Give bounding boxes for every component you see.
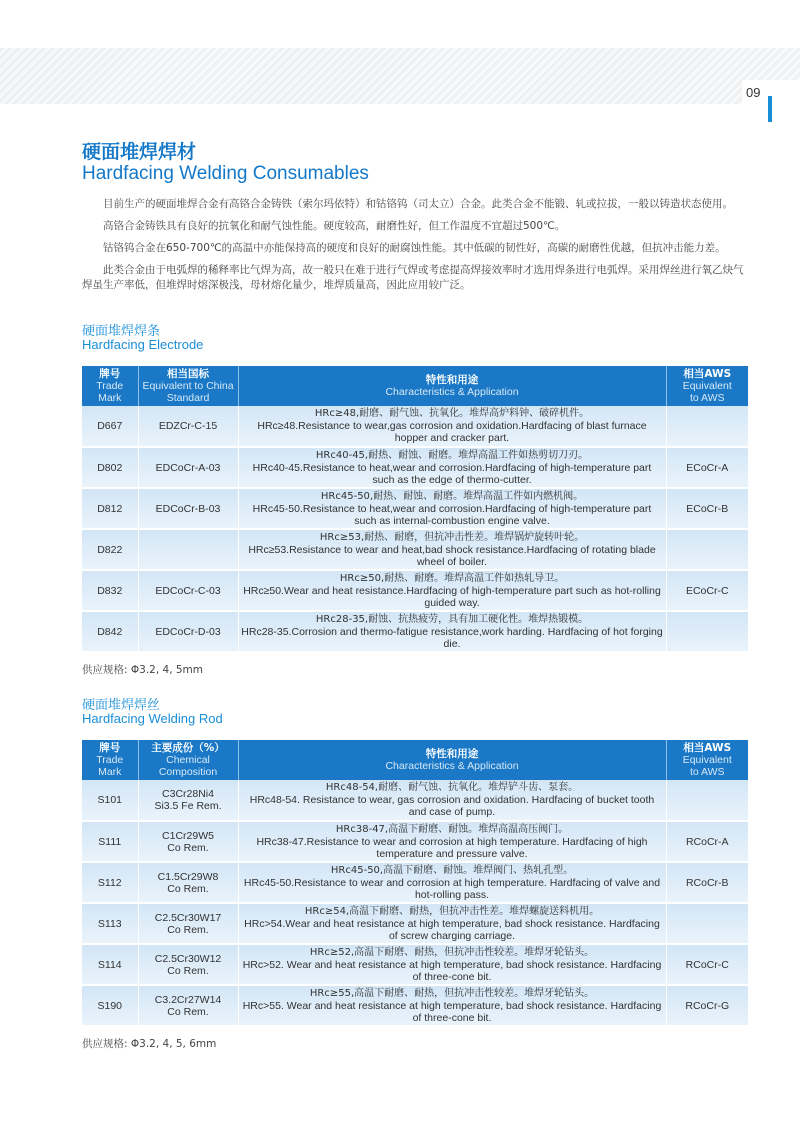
rod-supply-spec: 供应规格: Φ3.2, 4, 5, 6mm bbox=[82, 1038, 217, 1050]
composition-cell: C3Cr28Ni4 Si3.5 Fe Rem. bbox=[138, 780, 238, 821]
aws-cell bbox=[666, 529, 748, 570]
trade-mark-cell: S190 bbox=[82, 985, 138, 1026]
table-row bbox=[82, 944, 748, 985]
col-aws: 相当AWS Equivalent to AWS bbox=[666, 366, 748, 406]
intro-paragraph-1: 目前生产的硬面堆焊合金有高铬合金铸铁（索尔玛依特）和钴铬钨（司太立）合金。此类合金不能锻、轧或拉拔，一般以铸造状态使用。 bbox=[103, 198, 733, 210]
characteristics-cell: HRc48-54,耐磨、耐气蚀、抗氧化。堆焊铲斗齿、泵套。 HRc48-54. Resistance to wear, gas corrosion and oxidation. Hardfacing of bucket tooth and case of pump. bbox=[238, 780, 666, 821]
trade-mark-cell: S113 bbox=[82, 903, 138, 944]
page-number-accent bbox=[768, 96, 772, 122]
characteristics-cell: HRc≥52,高温下耐磨、耐热，但抗冲击性较差。堆焊牙轮钻头。 HRc>52. Wear and heat resistance at high temperature, bad shock resistance. Hardfacing of three-cone bit. bbox=[238, 944, 666, 985]
standard-cell: EDCoCr-A-03 bbox=[138, 447, 238, 488]
aws-cell bbox=[666, 406, 748, 447]
electrode-heading-cn: 硬面堆焊焊条 bbox=[82, 324, 161, 339]
electrode-table bbox=[82, 366, 748, 653]
characteristics-cell: HRc38-47,高温下耐磨、耐蚀。堆焊高温高压阀门。 HRc38-47.Resistance to wear and corrosion at high temperature. Hardfacing of high temperature and pressure valve. bbox=[238, 821, 666, 862]
aws-cell bbox=[666, 611, 748, 652]
table-row bbox=[82, 903, 748, 944]
trade-mark-cell: D842 bbox=[82, 611, 138, 652]
rod-table bbox=[82, 740, 748, 1027]
trade-mark-cell: D832 bbox=[82, 570, 138, 611]
header-band bbox=[0, 48, 800, 104]
table-row bbox=[82, 488, 748, 529]
rod-heading-cn: 硬面堆焊焊丝 bbox=[82, 698, 161, 713]
characteristics-cell: HRc≥54,高温下耐磨、耐热，但抗冲击性差。堆焊螺旋送料机用。 HRc>54.Wear and heat resistance at high temperature, bad shock resistance. Hardfacing of screw charging carriage. bbox=[238, 903, 666, 944]
table-row bbox=[82, 780, 748, 821]
rod-table-header bbox=[82, 740, 748, 780]
col-composition: 主要成份（%） Chemical Composition bbox=[138, 740, 238, 780]
aws-cell bbox=[666, 780, 748, 821]
col-characteristics: 特性和用途 Characteristics & Application bbox=[238, 366, 666, 406]
standard-cell: EDCoCr-B-03 bbox=[138, 488, 238, 529]
page-title-en: Hardfacing Welding Consumables bbox=[82, 163, 369, 184]
trade-mark-cell: S111 bbox=[82, 821, 138, 862]
table-row bbox=[82, 529, 748, 570]
aws-cell bbox=[666, 903, 748, 944]
aws-cell: ECoCr-B bbox=[666, 488, 748, 529]
characteristics-cell: HRc≥55,高温下耐磨、耐热，但抗冲击性较差。堆焊牙轮钻头。 HRc>55. Wear and heat resistance at high temperature, bad shock resistance. Hardfacing of three-cone bit. bbox=[238, 985, 666, 1026]
col-characteristics: 特性和用途 Characteristics & Application bbox=[238, 740, 666, 780]
intro-paragraph-2: 高铬合金铸铁具有良好的抗氧化和耐气蚀性能。硬度较高，耐磨性好，但工作温度不宜超过500℃。 bbox=[103, 220, 566, 232]
table-row bbox=[82, 570, 748, 611]
col-china-standard: 相当国标 Equivalent to China Standard bbox=[138, 366, 238, 406]
aws-cell: ECoCr-A bbox=[666, 447, 748, 488]
table-row bbox=[82, 821, 748, 862]
trade-mark-cell: D802 bbox=[82, 447, 138, 488]
characteristics-cell: HRc40-45,耐热、耐蚀、耐磨。堆焊高温工件如热剪切刀刃。 HRc40-45.Resistance to heat,wear and corrosion.Hardfacing of high-temperature part such as the edge of thermo-cutter. bbox=[238, 447, 666, 488]
composition-cell: C2.5Cr30W17 Co Rem. bbox=[138, 903, 238, 944]
aws-cell: RCoCr-G bbox=[666, 985, 748, 1026]
aws-cell: ECoCr-C bbox=[666, 570, 748, 611]
trade-mark-cell: S112 bbox=[82, 862, 138, 903]
aws-cell: RCoCr-A bbox=[666, 821, 748, 862]
trade-mark-cell: S101 bbox=[82, 780, 138, 821]
trade-mark-cell: S114 bbox=[82, 944, 138, 985]
standard-cell bbox=[138, 529, 238, 570]
col-aws: 相当AWS Equivalent to AWS bbox=[666, 740, 748, 780]
table-row bbox=[82, 447, 748, 488]
electrode-heading-en: Hardfacing Electrode bbox=[82, 337, 204, 352]
composition-cell: C1.5Cr29W8 Co Rem. bbox=[138, 862, 238, 903]
aws-cell: RCoCr-B bbox=[666, 862, 748, 903]
trade-mark-cell: D822 bbox=[82, 529, 138, 570]
page-number: 09 bbox=[746, 85, 761, 100]
table-row bbox=[82, 611, 748, 652]
composition-cell: C2.5Cr30W12 Co Rem. bbox=[138, 944, 238, 985]
standard-cell: EDZCr-C-15 bbox=[138, 406, 238, 447]
electrode-table-header bbox=[82, 366, 748, 406]
standard-cell: EDCoCr-D-03 bbox=[138, 611, 238, 652]
composition-cell: C3.2Cr27W14 Co Rem. bbox=[138, 985, 238, 1026]
characteristics-cell: HRc45-50,高温下耐磨、耐蚀。堆焊阀门、热轧孔型。 HRc45-50.Resistance to wear and corrosion at high temperature. Hardfacing of valve and hot-rolling pass. bbox=[238, 862, 666, 903]
page-title-cn: 硬面堆焊焊材 bbox=[82, 141, 197, 163]
characteristics-cell: HRc≥53,耐热、耐磨，但抗冲击性差。堆焊锅炉旋转叶轮。 HRc≥53.Resistance to wear and heat,bad shock resistance.Hardfacing of rotating blade wheel of boiler. bbox=[238, 529, 666, 570]
rod-heading-en: Hardfacing Welding Rod bbox=[82, 711, 223, 726]
table-row bbox=[82, 862, 748, 903]
aws-cell: RCoCr-C bbox=[666, 944, 748, 985]
composition-cell: C1Cr29W5 Co Rem. bbox=[138, 821, 238, 862]
characteristics-cell: HRc≥48,耐磨、耐气蚀、抗氧化。堆焊高炉料钟、破碎机件。 HRc≥48.Resistance to wear,gas corrosion and oxidation.Hardfacing of blast furnace hopper and cracker part. bbox=[238, 406, 666, 447]
trade-mark-cell: D812 bbox=[82, 488, 138, 529]
standard-cell: EDCoCr-C-03 bbox=[138, 570, 238, 611]
col-trade-mark: 牌号 Trade Mark bbox=[82, 366, 138, 406]
characteristics-cell: HRc45-50,耐热、耐蚀、耐磨。堆焊高温工件如内燃机阀。 HRc45-50.Resistance to heat,wear and corrosion.Hardfacing of high-temperature part such as internal-combustion engine valve. bbox=[238, 488, 666, 529]
characteristics-cell: HRc≥50,耐热、耐磨。堆焊高温工件如热轧导卫。 HRc≥50.Wear and heat resistance.Hardfacing of high-temperature part such as hot-rolling guided way. bbox=[238, 570, 666, 611]
intro-paragraph-3: 钴铬钨合金在650-700℃的高温中亦能保持高的硬度和良好的耐腐蚀性能。其中低碳的韧性好，高碳的耐磨性优越，但抗冲击能力差。 bbox=[103, 242, 726, 254]
electrode-supply-spec: 供应规格: Φ3.2, 4, 5mm bbox=[82, 664, 204, 676]
trade-mark-cell: D667 bbox=[82, 406, 138, 447]
intro-paragraph-4: 此类合金由于电弧焊的稀释率比气焊为高，故一般只在难于进行气焊或考虑提高焊接效率时才选用焊条进行电弧焊。采用焊丝进行氧乙炔气焊虽生产率低，但堆焊时熔深极浅，母材熔化量少，堆焊质量高，因此应用较广泛。 bbox=[82, 264, 744, 291]
characteristics-cell: HRc28-35,耐蚀、抗热疲劳，具有加工硬化性。堆焊热锻模。 HRc28-35.Corrosion and thermo-fatigue resistance,work harding. Hardfacing of hot forging die. bbox=[238, 611, 666, 652]
table-row bbox=[82, 985, 748, 1026]
table-row bbox=[82, 406, 748, 447]
col-trade-mark: 牌号 Trade Mark bbox=[82, 740, 138, 780]
